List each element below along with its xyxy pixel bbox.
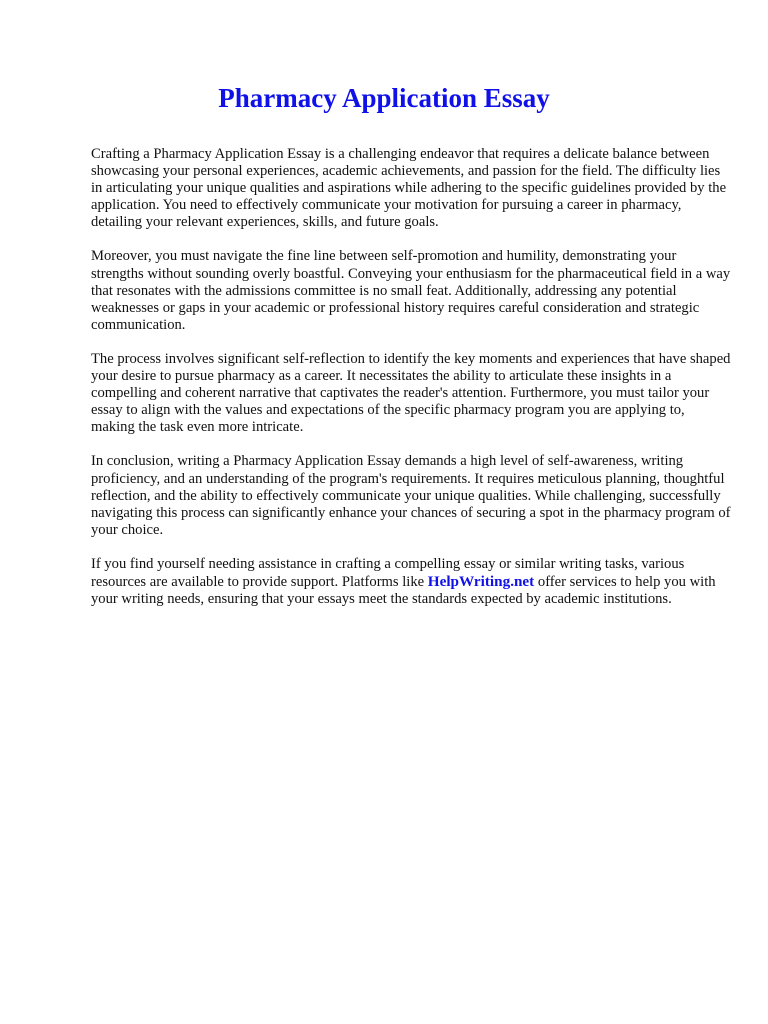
paragraph-5-before-link: If you find yourself needing assistance in crafting a compelling essay or similar writing tasks, various resources are available to provide support. Platforms like — [91, 555, 685, 590]
paragraph-5 — [91, 556, 731, 608]
paragraph-5-after-link: offer services to help you with your writing needs, ensuring that your essays meet the standards expected by academic institutions. — [91, 573, 716, 608]
paragraph-3: The process involves significant self-reflection to identify the key moments and experiences that have shaped your desire to pursue pharmacy as a career. It necessitates the ability to articulate these insights in a compelling and coherent narrative that captivates the reader's attention. Furthermore, you must tailor your essay to align with the values and expectations of the specific pharmacy program you are applying to, making the task even more intricate. — [91, 350, 731, 436]
paragraph-1: Crafting a Pharmacy Application Essay is a challenging endeavor that requires a delicate balance between showcasing your personal experiences, academic achievements, and passion for the field. The difficulty lies in articulating your unique qualities and aspirations while adhering to the specific guidelines provided by the application. You need to effectively communicate your motivation for pursuing a career in pharmacy, detailing your relevant experiences, skills, and future goals. — [91, 146, 727, 231]
document-title: Pharmacy Application Essay — [218, 83, 550, 113]
paragraph-4: In conclusion, writing a Pharmacy Application Essay demands a high level of self-awareness, writing proficiency, and an understanding of the program's requirements. It requires meticulous planning, thoughtful reflection, and the ability to effectively communicate your unique qualities. While challenging, successfully navigating this process can significantly enhance your chances of securing a spot in the pharmacy program of your choice. — [91, 453, 731, 538]
paragraph-2: Moreover, you must navigate the fine line between self-promotion and humility, demonstrating your strengths without sounding overly boastful. Conveying your enthusiasm for the pharmaceutical field in a way that resonates with the admissions committee is no small feat. Additionally, addressing any potential weaknesses or gaps in your academic or professional history requires careful consideration and strategic communication. — [91, 248, 731, 333]
document-body — [91, 146, 731, 625]
helpwriting-link[interactable]: HelpWriting.net — [427, 572, 535, 590]
